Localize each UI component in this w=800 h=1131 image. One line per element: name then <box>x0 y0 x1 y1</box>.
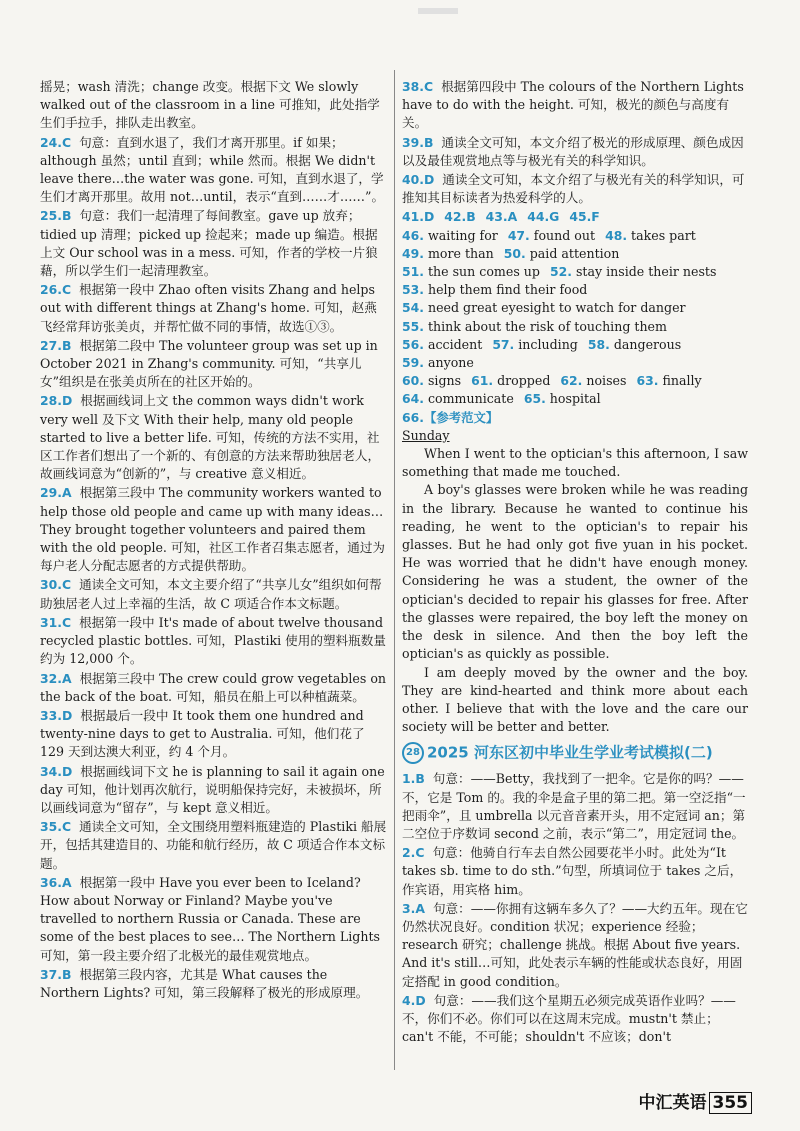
fill-answer <box>402 390 514 408</box>
answer-explanation: 句意：他骑自行车去自然公园要花半小时。此处为“It takes sb. time to do sth.”句型，所填词位于 takes 之后，作宾语，用宾格 him。 <box>402 845 743 897</box>
fill-answer <box>402 245 494 263</box>
footer-label: 中汇英语 <box>638 1093 707 1113</box>
answer-explanation: 根据第一段中 Zhao often visits Zhang and helps out with different things at Zhang's home. 可知，赵燕飞经常拜访张美贞，并帮忙做不同的事情，故选①③。 <box>40 282 377 334</box>
answer-value: including <box>518 336 578 352</box>
answer-value: waiting for <box>427 227 498 243</box>
essay-paragraph: A boy's glasses were broken while he was reading in the library. Because he wanted to continue his reading, he went to the optician's to repair his glasses. But he had only got five yuan in his pocket. He was worried that he didn't have enough money. Considering he was a student, the owner of the optician's decided to repair his glasses for free. After the glasses were repaired, the boy left the money on the desk in silence. And then the boy left the optician's as quickly as possible. <box>402 482 748 662</box>
section-banner <box>402 742 748 764</box>
answer-explanation: 根据画线词上文 the common ways didn't work very well 及下文 With their help, many old people started to live a better life. 可知，传统的方法不实用，社区工作者们想出了一个新的、有创意的方法来帮助独居老人，故画线词意为“创新的”，与 creative 意义相近。 <box>40 393 381 482</box>
answer-value: D <box>423 209 435 225</box>
answer-number: 24.C <box>40 134 72 150</box>
answer-explanation: 根据第三段中 The community workers wanted to help those old people and came up with many ideas… They brought together volunteers and paired them with the old people. 可知，社区工作者召集志愿者，通过为每户老人分配志愿者的方式提供帮助。 <box>40 485 386 574</box>
answer-entry <box>40 707 388 762</box>
answer-value: stay inside their nests <box>575 264 717 280</box>
answer-number: 40.D <box>402 172 435 188</box>
answer-value: paid attention <box>529 245 620 261</box>
short-answer <box>402 208 434 226</box>
left-column <box>40 78 388 1003</box>
answer-explanation: 根据第三段中 The crew could grow vegetables on the back of the boat. 可知，船员在船上可以种植蔬菜。 <box>40 670 387 704</box>
answer-number: 60. <box>402 373 424 389</box>
answer-number: 42. <box>444 209 467 225</box>
essay-header <box>402 409 748 427</box>
short-answer <box>527 208 559 226</box>
answer-value: finally <box>662 373 702 389</box>
answer-row-41-45 <box>402 208 748 226</box>
answer-number: 61. <box>471 373 494 389</box>
page-number: 355 <box>709 1092 753 1114</box>
fill-answer <box>402 354 474 372</box>
answer-number: 36.A <box>40 874 72 890</box>
fill-answer <box>560 372 626 390</box>
answer-number: 34.D <box>40 763 73 779</box>
answer-value: more than <box>427 245 494 261</box>
answer-number: 48. <box>605 227 628 243</box>
answer-number: 38.C <box>402 79 434 94</box>
answer-number: 29.A <box>40 485 72 501</box>
answer-number: 58. <box>587 336 610 352</box>
answer-value: F <box>591 209 600 225</box>
section-title: 2025 河东区初中毕业生学业考试模拟(二) <box>427 743 713 762</box>
fill-answer <box>402 336 482 354</box>
answer-entry <box>402 78 748 133</box>
answer-number: 63. <box>636 373 659 389</box>
answer-entry <box>402 171 748 207</box>
answer-explanation: 通读全文可知，本文介绍了与极光有关的科学知识，可推知其目标读者为热爱科学的人。 <box>402 172 745 206</box>
answer-explanation: 根据第二段中 The volunteer group was set up in October 2021 in Zhang's community. 可知，“共享儿女”组织是在张美贞所在的社区开始的。 <box>40 337 378 390</box>
answer-explanation: 句意：我们一起清理了每间教室。gave up 放弃；tidied up 清理；picked up 捡起来；made up 编造。根据上文 Our school was in a mess. 可知，作者的学校一片狼藉，所以学生们一起清理教室。 <box>40 208 378 279</box>
essay-paragraph: I am deeply moved by the owner and the boy. They are kind-hearted and think more about each other. I believe that with the love and the care our society will be better and better. <box>402 664 748 735</box>
answer-value: noises <box>586 373 627 389</box>
answer-number: 64. <box>402 391 424 407</box>
answer-entry <box>40 392 388 483</box>
answer-explanation: 句意：直到水退了，我们才离开那里。if 如果；although 虽然；until 直到；while 然而。根据 We didn't leave there…the water was gone. 可知，直到水退了，学生们才离开那里。故用 not…until，表示“直到……才……”。 <box>40 134 385 205</box>
answer-number: 52. <box>549 264 572 280</box>
answer-entry <box>402 844 748 899</box>
answer-explanation: 句意：——Betty，我找到了一把伞。它是你的吗？——不，它是 Tom 的。我的伞是盒子里的第二把。第一空泛指“一把雨伞”，且 umbrella 以元音音素开头，用不定冠词 an；第二空位于序数词 second 之前，表示“第二”，用定冠词 the。 <box>402 771 746 841</box>
answer-row <box>402 263 748 281</box>
answer-value: think about the risk of touching them <box>427 318 667 334</box>
answer-value: G <box>549 209 560 225</box>
answer-number: 66. <box>402 409 424 425</box>
answer-number: 26.C <box>40 282 72 298</box>
answer-explanation: 根据第一段中 It's made of about twelve thousand recycled plastic bottles. 可知，Plastiki 使用的塑料瓶数量约为 12,000 个。 <box>40 614 386 667</box>
answer-value: dangerous <box>613 336 682 352</box>
fill-answer <box>471 372 550 390</box>
section-badge: 28 <box>402 742 424 764</box>
fill-answer <box>402 318 667 336</box>
answer-number: 62. <box>560 373 583 389</box>
answer-number: 54. <box>402 300 424 316</box>
answer-value: found out <box>533 227 596 243</box>
answer-explanation: 根据第一段中 Have you ever been to Iceland? How about Norway or Finland? Maybe you've travelled to northern Russia or Canada. These are some of the best places to see… The Northern Lights 可知，第一段主要介绍了北极光的最佳观赏地点。 <box>40 874 380 963</box>
fill-answer <box>605 227 696 245</box>
answer-explanation: 句意：——你拥有这辆车多久了？——大约五年。现在它仍然状况良好。condition 状况；experience 经验；research 研究；challenge 挑战。根据 About five years. And it's still…可知，此处表示车辆的性能或状态良好，用固定搭配 in good condition。 <box>402 900 748 989</box>
answer-entry <box>40 78 388 133</box>
answer-number: 37.B <box>40 966 72 982</box>
answer-number: 3.A <box>402 900 425 916</box>
answer-number: 49. <box>402 245 424 261</box>
answer-entry <box>40 281 388 336</box>
answer-entry <box>40 576 388 612</box>
fill-answer <box>402 281 587 299</box>
essay-paragraph: When I went to the optician's this afternoon, I saw something that made me touched. <box>402 446 748 480</box>
answer-value: dropped <box>497 373 551 389</box>
answer-value: signs <box>427 373 462 389</box>
answer-number: 46. <box>402 227 424 243</box>
answer-explanation: 通读全文可知，本文主要介绍了“共享儿女”组织如何帮助独居老人过上幸福的生活，故 C 项适合作本文标题。 <box>40 577 382 611</box>
page-footer <box>639 1088 753 1114</box>
fill-answer <box>636 372 701 390</box>
top-mark <box>418 8 458 14</box>
answer-number: 47. <box>507 227 530 243</box>
answer-row <box>402 227 748 245</box>
fill-answer <box>402 263 540 281</box>
answer-number: 4.D <box>402 992 426 1008</box>
answer-number: 25.B <box>40 208 72 224</box>
answer-value: communicate <box>427 391 514 407</box>
answer-number: 53. <box>402 282 424 298</box>
answer-entry <box>40 874 388 965</box>
answer-row <box>402 245 748 263</box>
answer-number: 2.C <box>402 845 425 861</box>
answer-number: 55. <box>402 318 424 334</box>
answer-explanation: 根据第三段内容，尤其是 What causes the Northern Lights? 可知，第三段解释了极光的形成原理。 <box>40 966 369 1000</box>
answer-entry <box>40 337 388 392</box>
answer-number: 43. <box>485 209 508 225</box>
answer-entry <box>402 900 748 991</box>
answer-row <box>402 336 748 372</box>
answer-number: 31.C <box>40 614 72 630</box>
answer-entry <box>40 207 388 280</box>
answer-number: 57. <box>492 336 515 352</box>
answer-row <box>402 281 748 299</box>
answer-number: 45. <box>569 209 592 225</box>
answer-number: 44. <box>527 209 550 225</box>
answer-number: 41. <box>402 209 424 225</box>
answer-explanation: 根据第四段中 The colours of the Northern Lights have to do with the height. 可知，极光的颜色与高度有关。 <box>402 79 744 131</box>
right-column <box>402 78 748 1047</box>
answer-number: 59. <box>402 355 424 371</box>
answer-explanation: 通读全文可知，本文介绍了极光的形成原理、颜色成因以及最佳观赏地点等与极光有关的科学知识。 <box>402 134 744 168</box>
answer-number: 50. <box>503 245 526 261</box>
answer-row <box>402 318 748 336</box>
fill-answer <box>402 227 498 245</box>
answer-value: hospital <box>549 391 601 407</box>
column-divider <box>394 70 395 1070</box>
answer-number: 56. <box>402 336 424 352</box>
answer-explanation: 摇晃；wash 清洗；change 改变。根据下文 We slowly walked out of the classroom in a line 可推知，此处指学生们手拉手，排队走出教室。 <box>40 79 380 131</box>
fill-answer <box>588 336 681 354</box>
answer-value: the sun comes up <box>427 264 540 280</box>
short-answer <box>569 208 599 226</box>
answer-row <box>402 372 748 390</box>
answer-explanation: 通读全文可知，全文围绕用塑料瓶建造的 Plastiki 船展开，包括其建造目的、功能和航行经历，故 C 项适合作本文标题。 <box>40 819 387 871</box>
answer-value: anyone <box>427 355 474 371</box>
answer-explanation: 根据最后一段中 It took them one hundred and twenty-nine days to get to Australia. 可知，他们花了 129 天到达澳大利亚，约 4 个月。 <box>40 707 365 760</box>
fill-answer <box>492 336 578 354</box>
short-answer <box>486 208 518 226</box>
essay-title: Sunday <box>402 427 450 443</box>
answer-value: need great eyesight to watch for danger <box>427 300 686 316</box>
answer-entry <box>40 966 388 1002</box>
answer-number: 35.C <box>40 819 72 835</box>
answer-explanation: 根据画线词下文 he is planning to sail it again one day 可知，他计划再次航行，说明船保持完好，未被损坏，所以画线词意为“留存”，与 kept 意义相近。 <box>40 763 385 815</box>
short-answer <box>444 208 475 226</box>
answer-entry <box>40 484 388 575</box>
answer-entry <box>40 670 388 706</box>
answer-number: 30.C <box>40 577 72 593</box>
answer-value: takes part <box>631 227 696 243</box>
answer-entry <box>40 763 388 818</box>
answer-number: 1.B <box>402 771 425 787</box>
answer-number: 65. <box>523 391 546 407</box>
fill-answer <box>508 227 595 245</box>
answer-explanation: 句意：——我们这个星期五必须完成英语作业吗？——不，你们不必。你们可以在这周末完成。mustn't 禁止；can't 不能，不可能；shouldn't 不应该；don't <box>402 992 736 1045</box>
answer-value: B <box>466 209 476 225</box>
answer-value: A <box>507 209 518 225</box>
fill-answer <box>504 245 620 263</box>
fill-answer <box>402 299 686 317</box>
answer-number: 28.D <box>40 393 73 409</box>
model-essay <box>402 409 748 737</box>
answer-row <box>402 299 748 317</box>
answer-number: 33.D <box>40 707 73 723</box>
answer-row <box>402 390 748 408</box>
answer-entry <box>40 134 388 207</box>
fill-answer <box>524 390 601 408</box>
answer-entry <box>40 614 388 669</box>
answer-entry <box>402 770 748 843</box>
answer-number: 27.B <box>40 337 72 353</box>
answer-entry <box>402 992 748 1047</box>
answer-number: 51. <box>402 264 424 280</box>
essay-label: 【参考范文】 <box>423 409 499 425</box>
fill-answer <box>402 372 461 390</box>
answer-number: 39.B <box>402 134 434 150</box>
answer-entry <box>40 818 388 873</box>
answer-value: accident <box>427 336 483 352</box>
answer-entry <box>402 134 748 170</box>
fill-answer <box>550 263 717 281</box>
answer-number: 32.A <box>40 670 72 686</box>
answer-value: help them find their food <box>427 282 588 298</box>
